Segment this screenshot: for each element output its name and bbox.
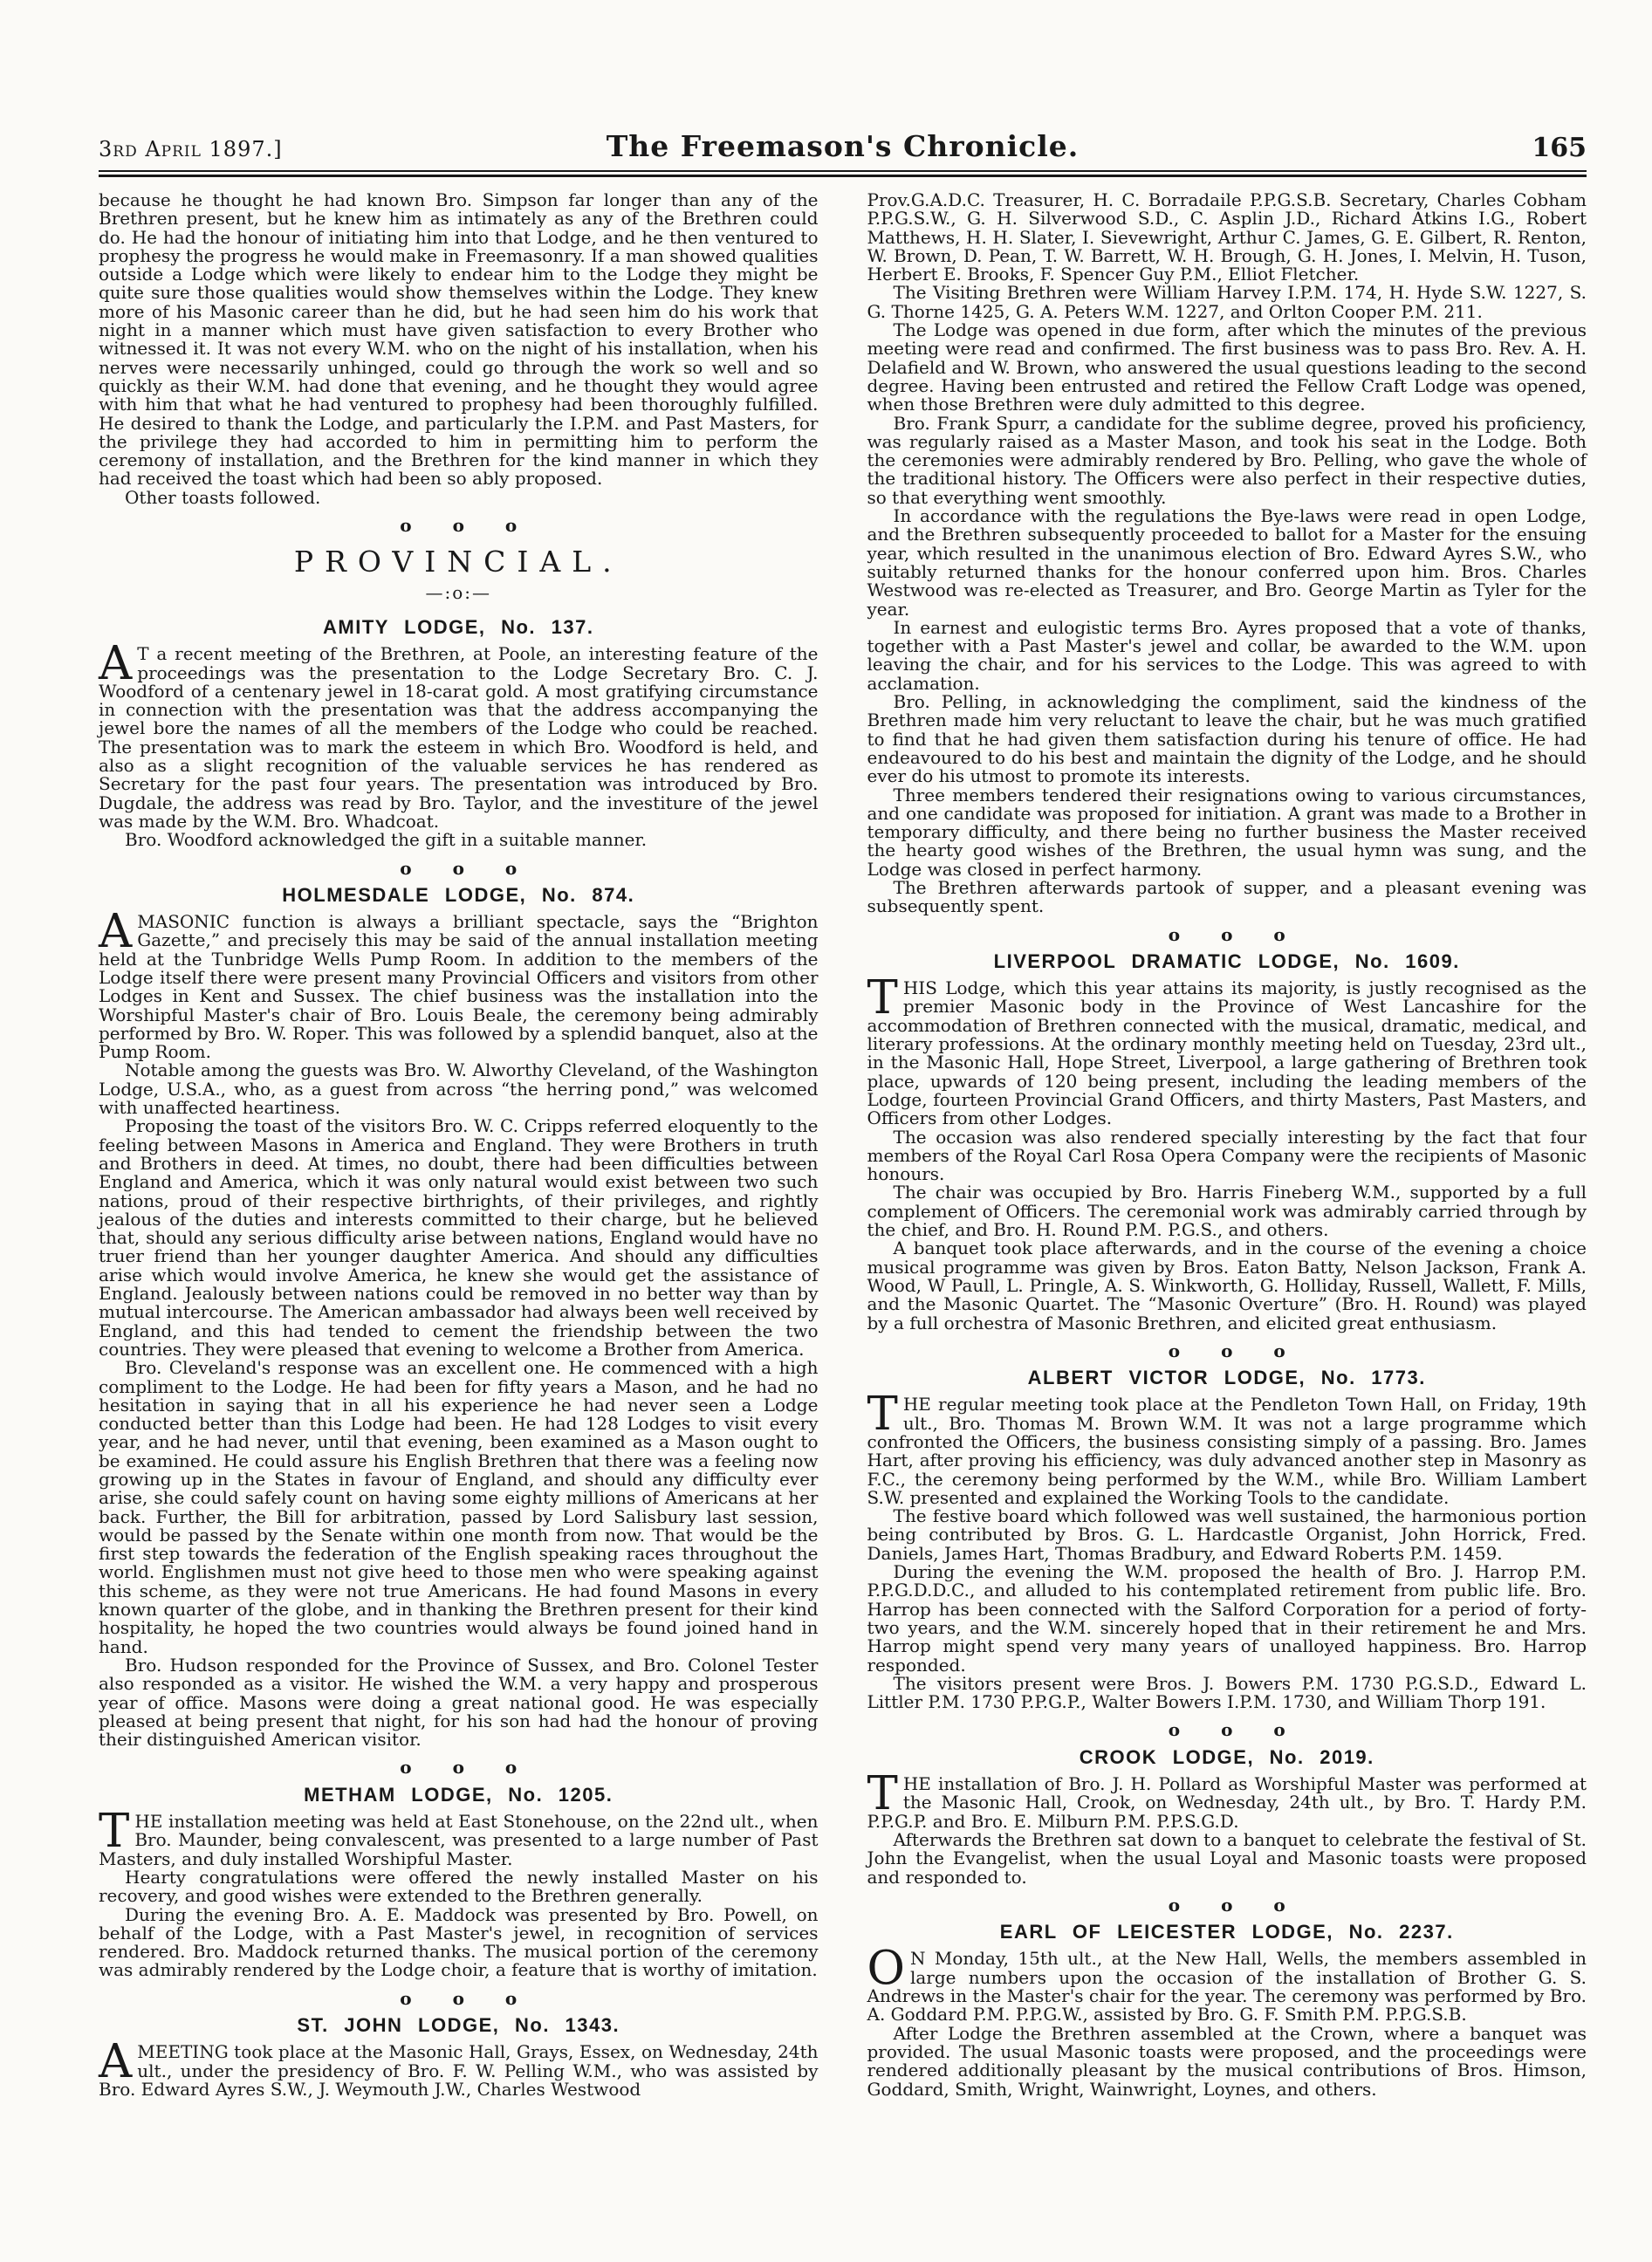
paragraph: The Brethren afterwards partook of supper, and a pleasant evening was subsequently spent. xyxy=(867,876,1587,917)
paragraph: The festive board which followed was well sustained, the harmonious portion being contributed by Bros. G. L. Hardcastle Organist, John Horrick, Fred. Daniels, James Hart, Thomas Bradbury, and Edward Roberts P.M. 1459. xyxy=(867,1505,1587,1564)
columns xyxy=(99,191,1587,2099)
article-metham-lodge xyxy=(99,1783,819,1981)
lead-text: N Monday, 15th ult., at the New Hall, Wells, the members assembled in large numbers upon the occasion of the installation of Brother G. S. Andrews in the Master's chair for the year. The ceremony was performed by Bro. A. Goddard P.M. P.P.G.W., assisted by Bro. G. F. Smith P.M. P.P.G.S.B. xyxy=(867,1948,1587,2026)
section-separator: o o o xyxy=(1168,923,1285,945)
paragraph: Bro. Woodford acknowledged the gift in a suitable manner. xyxy=(125,829,648,851)
dropcap-letter: T xyxy=(867,1767,898,1821)
lead-paragraph xyxy=(867,1767,1587,1832)
lead-paragraph xyxy=(99,637,819,832)
lead-paragraph xyxy=(867,1388,1587,1508)
article-liverpool-dramatic-lodge xyxy=(867,949,1587,1333)
issue-date: 3rd April 1897.] xyxy=(99,137,283,161)
paragraph: After Lodge the Brethren assembled at the Crown, where a banquet was provided. The usual Masonic toasts were proposed, and the proceedings were rendered additionally pleasant by the musical contributions of Bros. Himson, Goddard, Smith, Wright, Wainwright, Loynes, and others. xyxy=(867,2022,1587,2100)
lead-text: T a recent meeting of the Brethren, at Poole, an interesting feature of the proceedings was the presentation to the Lodge Secretary Bro. C. J. Woodford of a centenary jewel in 18-carat gold. A most gratifying circumstance in connection with the presentation was that the address accompanying the jewel bore the names of all the members of the Lodge who could be reached. The presentation was to mark the esteem in which Bro. Woodford is held, and also as a slight recognition of the valuable services he has rendered as Secretary for the past four years. The presentation was introduced by Bro. Dugdale, the address was read by Bro. Taylor, and the investiture of the jewel was made by the W.M. Bro. Whadcoat. xyxy=(99,643,819,832)
lead-text: MASONIC function is always a brilliant spectacle, says the “Brighton Gazette,” and precisely this may be said of the annual installation meeting held at the Tunbridge Wells Pump Room. In addition to the members of the Lodge itself there were present many Provincial Officers and visitors from other Lodges in Kent and Sussex. The chief business was the installation into the Worshipful Master's chair of Bro. Louis Beale, the ceremony being admirably performed by Bro. W. Roper. This was followed by a splendid banquet, also at the Pump Room. xyxy=(99,911,819,1063)
lead-text: HIS Lodge, which this year attains its majority, is justly recognised as the premier Masonic body in the Province of West Lancashire for the accommodation of Brethren connected with the musical, dramatic, medical, and literary professions. At the ordinary monthly meeting held on Tuesday, 23rd ult., in the Masonic Hall, Hope Street, Liverpool, a large gathering of Brethren took place, upwards of 120 being present, including the leading members of the Lodge, fourteen Provincial Grand Officers, and thirty Masters, Past Masters, and Officers from other Lodges. xyxy=(867,977,1587,1129)
paragraph: During the evening the W.M. proposed the health of Bro. J. Harrop P.M. P.P.G.D.D.C., and alluded to his contemplated retirement from public life. Bro. Harrop has been connected with the Salford Corporation for a period of forty-two years, and the W.M. sincerely hoped that in their retirement he and Mrs. Harrop might spend very many years of unalloyed happiness. Bro. Harrop responded. xyxy=(867,1561,1587,1676)
paragraph: The Lodge was opened in due form, after which the minutes of the previous meeting were read and confirmed. The first business was to pass Bro. Rev. A. H. Delafield and W. Brown, who answered the usual questions leading to the second degree. Having been entrusted and retired the Fellow Craft Lodge was opened, when those Brethren were duly admitted to this degree. xyxy=(867,319,1587,415)
article-st-john-lodge xyxy=(99,2016,819,2099)
dropcap-letter: T xyxy=(99,1805,130,1859)
section-separator: o o o xyxy=(1168,1894,1285,1916)
article-heading: AMITY LODGE, No. 137. xyxy=(323,615,594,638)
paragraph: Proposing the toast of the visitors Bro. W. C. Cripps referred eloquently to the feeling between Masons in America and England. They were Brothers in truth and Brothers in deed. At times, no doubt, there had been difficulties between England and America, which it was only natural would exist between two such nations, proud of their respective birthrights, of their privileges, and rightly jealous of the duties and interests committed to their charge, but he believed that, should any serious difficulty arise between nations, England would have no truer friend than her younger daughter America. And should any difficulties arise which would involve America, he knew she would get the assistance of England. Jealously between nations could be removed in no better way than by mutual intercourse. The American ambassador had always been well received by England, and this had tended to cement the friendship between the two countries. They were pleased that evening to welcome a Brother from America. xyxy=(99,1115,819,1360)
paragraph: Bro. Cleveland's response was an excellent one. He commenced with a high compliment to the Lodge. He had been for fifty years a Mason, and he had no hesitation in saying that in all his experience he had never seen a Lodge conducted better than this Lodge had been. He had 128 Lodges to visit every year, and he had never, until that evening, been examined as a Mason ought to be examined. He could assure his English Brethren that there was a feeling now growing up in the States in favour of England, and should any difficulty ever arise, she could safely count on having some eighty millions of Americans at her back. Further, the Bill for arbitration, passed by Lord Salisbury last session, would be passed by the Senate within one month from now. That would be the first step towards the federation of the English speaking races throughout the world. Englishmen must not give heed to those men who were speaking against this scheme, as they were not true Americans. He had found Masons in every known quarter of the globe, and in thanking the Brethren present for their kind hospitality, he hoped the two countries would always be found joined hand in hand. xyxy=(99,1357,819,1657)
section-separator: o o o xyxy=(1168,1719,1285,1741)
header-rule xyxy=(99,170,1587,177)
paragraph: The occasion was also rendered specially interesting by the fact that four members of the Royal Carl Rosa Opera Company were the recipients of Masonic honours. xyxy=(867,1126,1587,1185)
lead-paragraph xyxy=(99,905,819,1063)
article-crook-lodge xyxy=(867,1745,1587,1888)
paragraph: In accordance with the regulations the Bye-laws were read in open Lodge, and the Brethren subsequently proceeded to ballot for a Master for the ensuing year, which resulted in the unanimous election of Bro. Edward Ayres S.W., who suitably returned thanks for the honour conferred upon him. Bros. Charles Westwood was re-elected as Treasurer, and Bro. George Martin as Tyler for the year. xyxy=(867,505,1587,620)
page-title: The Freemason's Chronicle. xyxy=(606,129,1080,163)
dropcap-letter: O xyxy=(867,1942,905,1996)
article-heading: ALBERT VICTOR LODGE, No. 1773. xyxy=(1027,1367,1426,1389)
article-heading: ST. JOHN LODGE, No. 1343. xyxy=(297,2014,620,2037)
lead-paragraph xyxy=(867,971,1587,1129)
paragraph: The Visiting Brethren were William Harvey I.P.M. 174, H. Hyde S.W. 1227, S. G. Thorne 1425, G. A. Peters W.M. 1227, and Orlton Cooper P.M. 211. xyxy=(867,282,1587,322)
article-albert-victor-lodge xyxy=(867,1368,1587,1711)
lead-paragraph xyxy=(867,1942,1587,2026)
paragraph: Other toasts followed. xyxy=(125,486,321,508)
paragraph: because he thought he had known Bro. Simpson far longer than any of the Brethren present, but he knew him as intimately as any of the Brethren could do. He had the honour of initiating him into that Lodge, and he then ventured to prophesy the progress he would make in Freemasonry. If a man showed qualities outside a Lodge which were likely to endear him to the Lodge they might be quite sure those qualities would show themselves within the Lodge. They knew more of his Masonic career than he did, but he had seen him do his work that night in a manner which must have given satisfaction to every Brother who witnessed it. It was not every W.M. who on the night of his installation, when his nerves were necessarily unhinged, could go through the work so well and so quickly as their W.M. had done that evening, and he thought they would agree with him that what he had ventured to prophesy had been thoroughly fulfilled. He desired to thank the Lodge, and particularly the I.P.M. and Past Masters, for the privilege they had accorded to him in permitting him to perform the ceremony of installation, and the Brethren for the kind manner in which they had received the toast which had been so ably proposed. xyxy=(99,189,819,490)
paragraph: The chair was occupied by Bro. Harris Fineberg W.M., supported by a full complement of Officers. The ceremonial work was admirably carried through by the chief, and Bro. H. Round P.M. P.G.S., and others. xyxy=(867,1182,1587,1241)
section-separator: o o o xyxy=(400,1757,518,1779)
paragraph: Bro. Frank Spurr, a candidate for the sublime degree, proved his proficiency, was regularly raised as a Master Mason, and took his seat in the Lodge. Both the ceremonies were admirably rendered by Bro. Pelling, who gave the whole of the traditional history. The Officers were also perfect in their respective duties, so that everything went smoothly. xyxy=(867,412,1587,508)
dropcap-letter: A xyxy=(99,905,133,959)
right-column xyxy=(867,191,1587,2099)
paragraph: Prov.G.A.D.C. Treasurer, H. C. Borradaile P.P.G.S.B. Secretary, Charles Cobham P.P.G.S.W., G. H. Silverwood S.D., C. Asplin J.D., Richard Atkins I.G., Robert Matthews, H. H. Slater, I. Sievewright, Arthur C. James, G. E. Gilbert, R. Renton, W. Brown, D. Pean, T. W. Barrett, W. H. Brough, G. H. Jones, I. Melvin, H. Tuson, Herbert E. Brooks, F. Spencer Guy P.M., Elliot Fletcher. xyxy=(867,189,1587,285)
paragraph: Notable among the guests was Bro. W. Alworthy Cleveland, of the Washington Lodge, U.S.A., who, as a guest from across “the herring pond,” was welcomed with unaffected heartiness. xyxy=(99,1059,819,1119)
lead-text: MEETING took place at the Masonic Hall, Grays, Essex, on Wednesday, 24th ult., under the presidency of Bro. F. W. Pelling W.M., who was assisted by Bro. Edward Ayres S.W., J. Weymouth J.W., Charles Westwood xyxy=(99,2041,819,2100)
lead-paragraph xyxy=(99,1805,819,1869)
lead-paragraph xyxy=(99,2035,819,2100)
dropcap-letter: T xyxy=(867,971,898,1025)
paragraph: Afterwards the Brethren sat down to a banquet to celebrate the festival of St. John the Evangelist, when the usual Loyal and Masonic toasts were proposed and responded to. xyxy=(867,1828,1587,1888)
page-number: 165 xyxy=(1532,133,1587,163)
running-head xyxy=(99,129,1587,163)
paragraph: Bro. Hudson responded for the Province of Sussex, and Bro. Colonel Tester also responded as a visitor. He wished the W.M. a very happy and prosperous year of office. Masons were doing a great national good. He was especially pleased at being present that night, for his son had had the honour of proving their distinguished American visitor. xyxy=(99,1654,819,1751)
lead-text: HE installation meeting was held at East Stonehouse, on the 22nd ult., when Bro. Maunder, being convalescent, was presented to a large number of Past Masters, and duly installed Worshipful Master. xyxy=(99,1811,819,1869)
dropcap-letter: A xyxy=(99,637,133,691)
lead-text: HE regular meeting took place at the Pendleton Town Hall, on Friday, 19th ult., Bro. Thomas M. Brown W.M. It was not a large programme which confronted the Officers, the business consisting simply of a passing. Bro. James Hart, after proving his efficiency, was duly advanced another step in Masonry as F.C., the ceremony being performed by the W.M., while Bro. William Lambert S.W. presented and explained the Working Tools to the candidate. xyxy=(867,1394,1587,1508)
provincial-heading: PROVINCIAL. xyxy=(293,545,623,579)
paragraph: During the evening Bro. A. E. Maddock was presented by Bro. Powell, on behalf of the Lodge, with a Past Master's jewel, in recognition of services rendered. Bro. Maddock returned thanks. The musical portion of the ceremony was admirably rendered by the Lodge choir, a feature that is worthy of imitation. xyxy=(99,1903,819,1981)
paragraph: In earnest and eulogistic terms Bro. Ayres proposed that a vote of thanks, together with a Past Master's jewel and collar, be awarded to the W.M. upon leaving the chair, and for his services to the Lodge. This was agreed to with acclamation. xyxy=(867,616,1587,694)
article-amity-lodge xyxy=(99,615,819,851)
article-heading: HOLMESDALE LODGE, No. 874. xyxy=(282,883,635,906)
paragraph: The visitors present were Bros. J. Bowers P.M. 1730 P.G.S.D., Edward L. Littler P.M. 1730 P.P.G.P., Walter Bowers I.P.M. 1730, and William Thorp 191. xyxy=(867,1672,1587,1713)
paragraph: Bro. Pelling, in acknowledging the compliment, said the kindness of the Brethren made him very reluctant to leave the chair, but he was much gratified to find that he had given them satisfaction during his tenure of office. He had endeavoured to do his best and maintain the dignity of the Lodge, and he should ever do his utmost to promote its interests. xyxy=(867,691,1587,787)
dropcap-letter: T xyxy=(867,1388,898,1442)
dropcap-letter: A xyxy=(99,2035,133,2089)
paragraph: Three members tendered their resignations owing to various circumstances, and one candidate was proposed for initiation. A grant was made to a Brother in temporary difficulty, and there being no further business the Master received the hearty good wishes of the Brethren, the usual hymn was sung, and the Lodge was closed in perfect harmony. xyxy=(867,784,1587,880)
article-heading: LIVERPOOL DRAMATIC LODGE, No. 1609. xyxy=(993,949,1460,972)
article-heading: CROOK LODGE, No. 2019. xyxy=(1079,1745,1374,1768)
lead-text: HE installation of Bro. J. H. Pollard as Worshipful Master was performed at the Masonic Hall, Crook, on Wednesday, 24th ult., by Bro. T. Hardy P.M. P.P.G.P. and Bro. E. Milburn P.M. P.P.S.G.D. xyxy=(867,1773,1587,1832)
article-earl-of-leicester-lodge xyxy=(867,1923,1587,2099)
article-heading: METHAM LODGE, No. 1205. xyxy=(304,1783,614,1806)
article-heading: EARL OF LEICESTER LODGE, No. 2237. xyxy=(999,1921,1454,1943)
section-separator: o o o xyxy=(400,857,518,879)
section-separator: o o o xyxy=(1168,1340,1285,1361)
section-separator: o o o xyxy=(400,515,518,537)
paragraph: Hearty congratulations were offered the newly installed Master on his recovery, and good wishes were extended to the Brethren generally. xyxy=(99,1866,819,1907)
paragraph: A banquet took place afterwards, and in the course of the evening a choice musical programme was given by Bros. Eaton Batty, Nelson Jackson, Frank A. Wood, W Paull, L. Pringle, A. S. Winkworth, G. Holliday, Russell, Wallett, F. Mills, and the Masonic Quartet. The “Masonic Overture” (Bro. H. Round) was played by a full orchestra of Masonic Brethren, and elicited great enthusiasm. xyxy=(867,1237,1587,1333)
provincial-rule-ornament: —:o:— xyxy=(425,581,492,603)
left-column xyxy=(99,191,819,2099)
article-holmesdale-lodge xyxy=(99,883,819,1751)
section-separator: o o o xyxy=(400,1987,518,2009)
